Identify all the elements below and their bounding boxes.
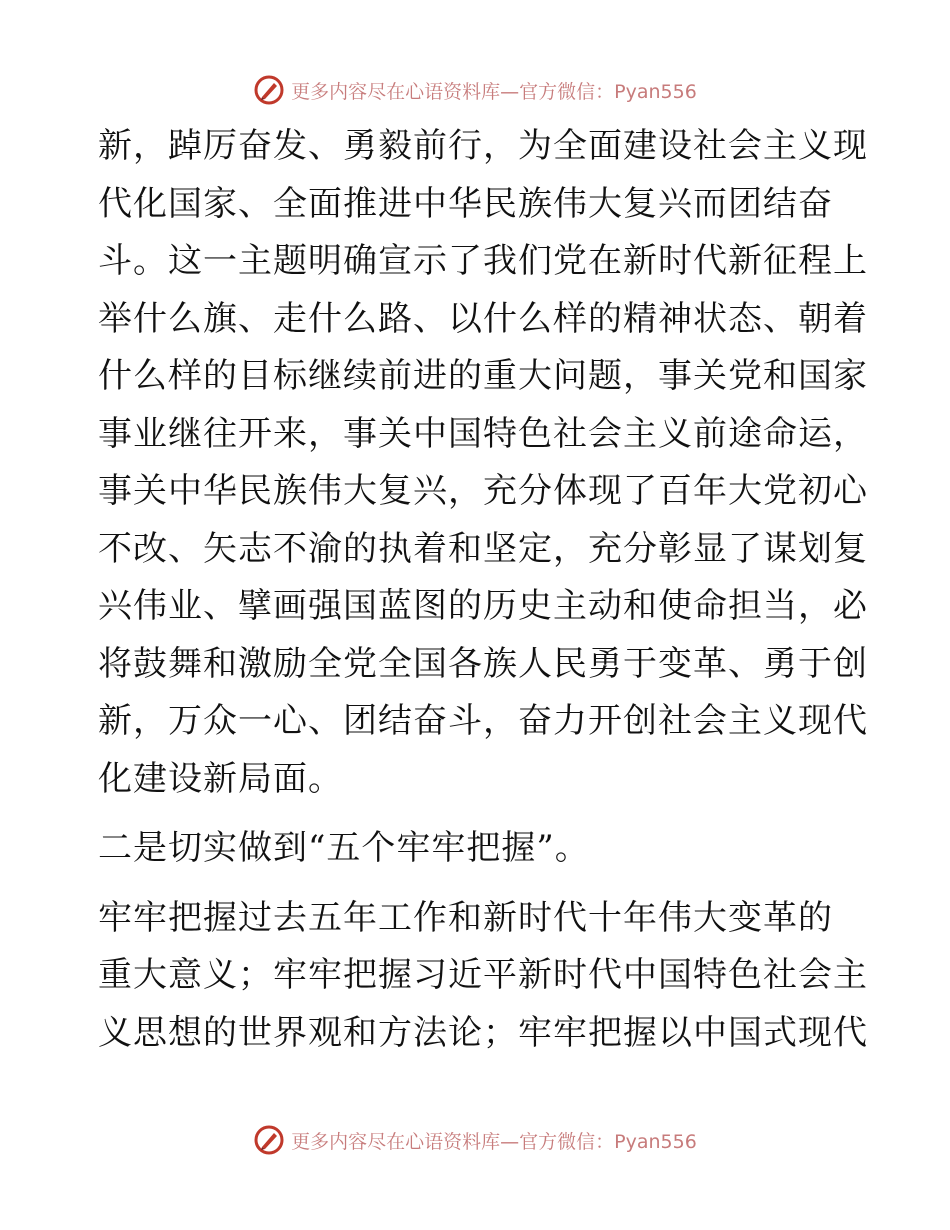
section-heading [98, 820, 858, 878]
text-line: 什么样的目标继续前进的重大问题，事关党和国家 [98, 356, 868, 396]
text-line: 代化国家、全面推进中华民族伟大复兴而团结奋 [98, 183, 833, 224]
paragraph-3 [98, 890, 868, 1063]
paragraph-spacer [98, 808, 858, 820]
text-line: 不改、矢志不渝的执着和坚定，充分彰显了谋划复 [98, 528, 868, 569]
watermark-text: 更多内容尽在心语资料库—官方微信：Pyan556 [291, 1130, 697, 1153]
watermark-text: 更多内容尽在心语资料库—官方微信：Pyan556 [291, 80, 697, 103]
text-line: 举什么旗、走什么路、以什么样的精神状态、朝着 [98, 298, 868, 339]
text-line: 事业继往开来，事关中国特色社会主义前途命运， [98, 413, 868, 454]
footer-watermark [0, 1122, 950, 1158]
text-line: 牢牢把握过去五年工作和新时代十年伟大变革的 [98, 897, 833, 938]
text-line: 斗。这一主题明确宣示了我们党在新时代新征程上 [98, 241, 868, 281]
pen-logo-icon [253, 1124, 285, 1156]
pen-logo-icon [253, 74, 285, 106]
document-body [98, 118, 868, 1062]
paragraph-spacer [98, 878, 858, 890]
text-line: 将鼓舞和激励全党全国各族人民勇于变革、勇于创 [98, 643, 868, 684]
text-line: 义思想的世界观和方法论；牢牢把握以中国式现代 [98, 1012, 868, 1053]
text-line: 新，万众一心、团结奋斗，奋力开创社会主义现代 [98, 701, 868, 741]
header-watermark [0, 72, 950, 108]
paragraph-1 [98, 118, 868, 808]
text-line: 化建设新局面。 [98, 758, 343, 799]
text-line: 事关中华民族伟大复兴，充分体现了百年大党初心 [98, 471, 868, 511]
text-line: 重大意义；牢牢把握习近平新时代中国特色社会主 [98, 955, 868, 995]
text-line: 新，踔厉奋发、勇毅前行，为全面建设社会主义现 [98, 126, 868, 166]
text-line: 二是切实做到“五个牢牢把握”。 [98, 828, 590, 868]
text-line: 兴伟业、擘画强国蓝图的历史主动和使命担当，必 [98, 586, 868, 626]
